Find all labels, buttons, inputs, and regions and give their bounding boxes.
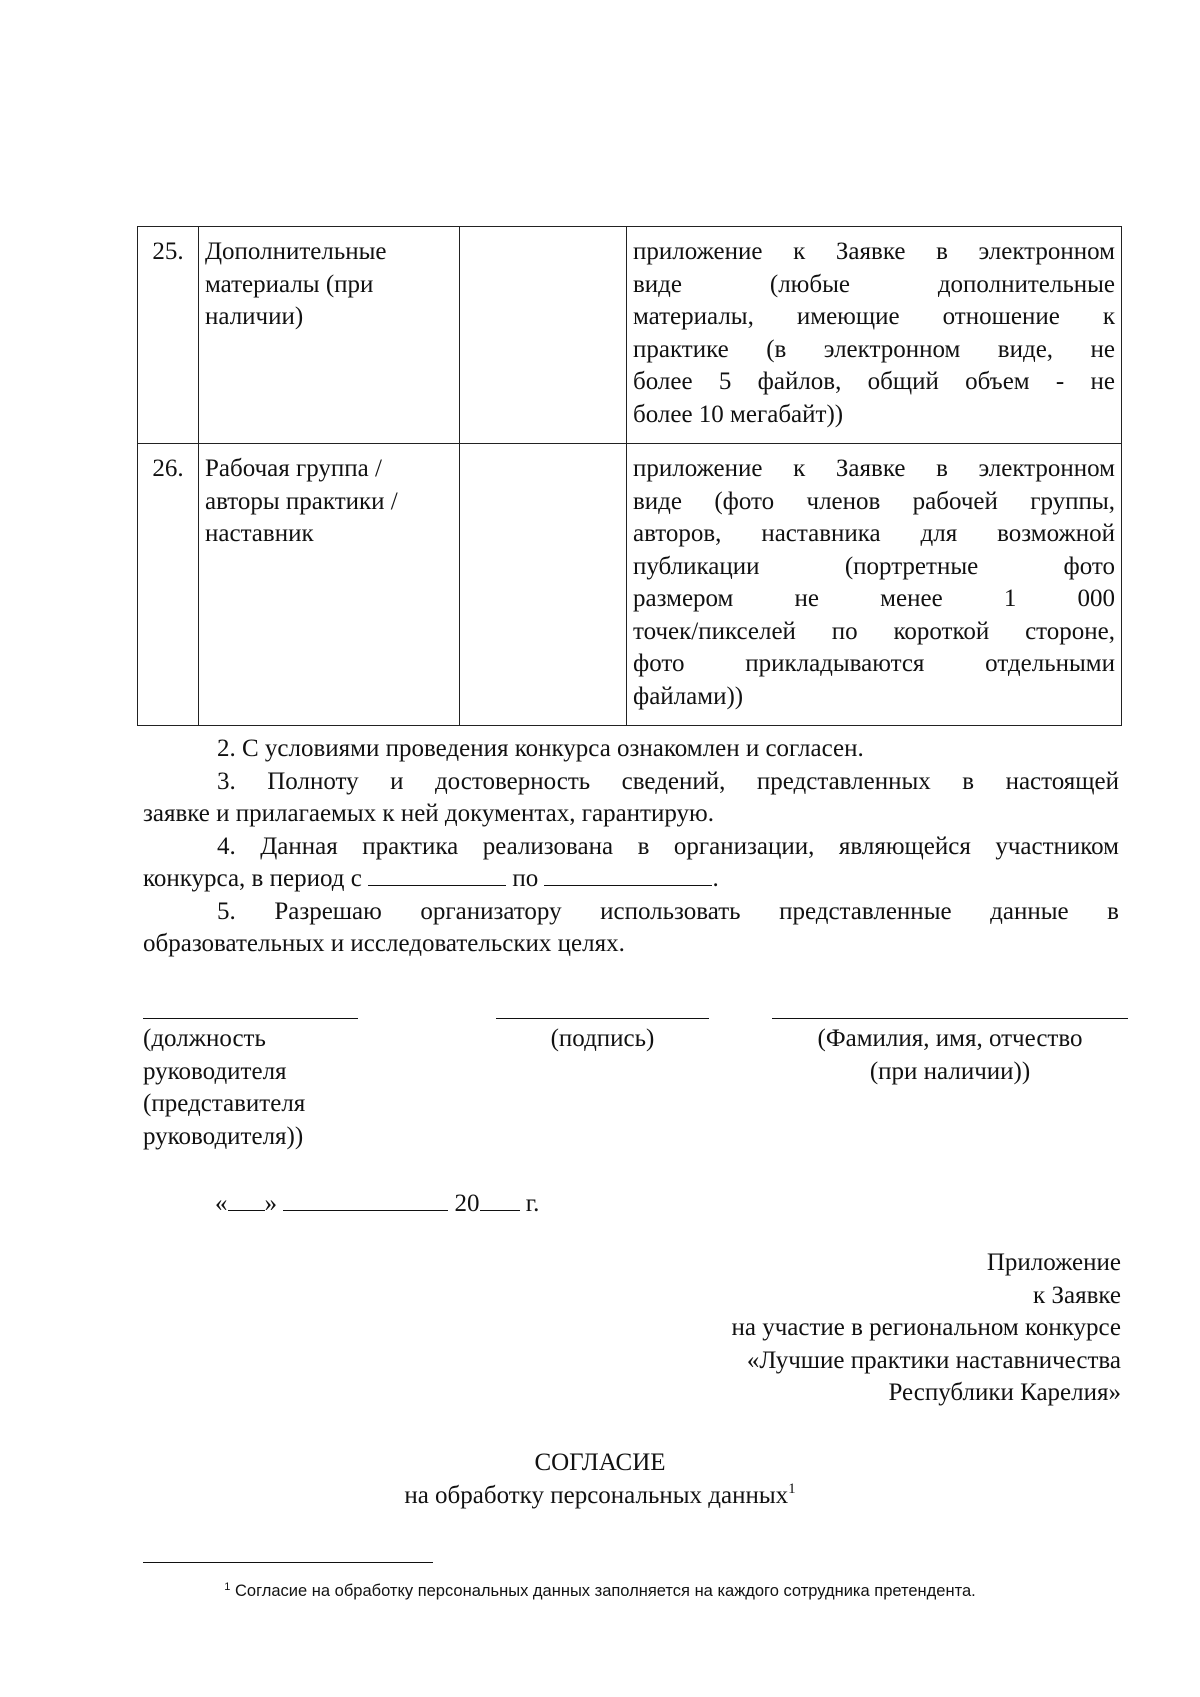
statement-text: по xyxy=(512,865,539,892)
row-field-name xyxy=(199,444,460,726)
appendix-line: «Лучшие практики наставничества xyxy=(746,1346,1121,1374)
description-line: приложение к Заявке в электронном xyxy=(633,455,1115,482)
footnote-text: Согласие на обработку персональных данных заполняется на каждого сотрудника претендента. xyxy=(235,1582,976,1600)
table-row xyxy=(138,444,1122,726)
field-name-line: материалы (при xyxy=(205,270,374,298)
field-name-line: авторы практики / xyxy=(205,487,398,515)
appendix-line: Республики Карелия» xyxy=(888,1379,1121,1406)
fio-caption xyxy=(772,1023,1128,1088)
field-name-line: наставник xyxy=(205,520,314,547)
field-name-line: наличии) xyxy=(205,303,304,330)
appendix-line: к Заявке xyxy=(1033,1281,1121,1309)
field-name-line: Рабочая группа / xyxy=(205,455,382,482)
statement-2 xyxy=(143,733,1119,766)
signature-line[interactable] xyxy=(496,1018,709,1019)
table-row xyxy=(138,227,1122,444)
consent-title: СОГЛАСИЕ xyxy=(534,1449,666,1476)
date-open-quote: « xyxy=(215,1190,228,1217)
caption-line: (Фамилия, имя, отчество xyxy=(817,1025,1083,1052)
period-from-field[interactable] xyxy=(368,863,506,886)
statement-text: конкурса, в период с xyxy=(143,865,362,892)
position-caption xyxy=(143,1023,305,1153)
appendix-line: Приложение xyxy=(986,1249,1121,1276)
statement-4 xyxy=(143,831,1119,896)
footnote xyxy=(0,1580,1200,1602)
caption-line: руководителя xyxy=(143,1057,287,1085)
statement-period-line xyxy=(143,863,1119,896)
row-number: 25. xyxy=(138,227,199,444)
field-name-line: Дополнительные xyxy=(205,238,387,265)
caption-line: руководителя)) xyxy=(143,1122,304,1150)
row-value-cell[interactable] xyxy=(460,444,627,726)
caption-line: (при наличии)) xyxy=(869,1057,1031,1085)
consent-subtitle-text: на обработку персональных данных xyxy=(404,1482,789,1509)
description-line: виде (фото членов рабочей группы, xyxy=(633,487,1115,515)
statement-text: 4. Данная практика реализована в организации, являющейся участником xyxy=(217,832,1119,860)
period-to-field[interactable] xyxy=(544,863,712,886)
description-line: точек/пикселей по короткой стороне, xyxy=(633,617,1115,645)
caption-line: (должность xyxy=(143,1025,266,1052)
statement-text: 3. Полноту и достоверность сведений, представленных в настоящей xyxy=(217,767,1119,795)
description-line: виде (любые дополнительные xyxy=(633,270,1115,298)
caption-line: (представителя xyxy=(143,1090,306,1117)
consent-subtitle xyxy=(0,1480,1200,1513)
application-table xyxy=(137,226,1122,726)
description-line: практике (в электронном виде, не xyxy=(633,335,1115,363)
statement-text: 5. Разрешаю организатору использовать представленные данные в xyxy=(217,897,1119,925)
row-value-cell[interactable] xyxy=(460,227,627,444)
row-number: 26. xyxy=(138,444,199,726)
footnote-separator xyxy=(143,1562,433,1563)
date-close-quote: » xyxy=(264,1190,277,1217)
year-prefix: 20 xyxy=(454,1190,480,1217)
description-line: размером не менее 1 000 xyxy=(633,585,1115,612)
statement-text: заявке и прилагаемых к ней документах, гарантирую. xyxy=(143,800,714,827)
statement-text: 2. С условиями проведения конкурса ознакомлен и согласен. xyxy=(217,735,864,762)
description-line: авторов, наставника для возможной xyxy=(633,520,1115,547)
description-line: публикации (портретные фото xyxy=(633,552,1115,580)
description-line: более 10 мегабайт)) xyxy=(633,400,844,428)
date-line xyxy=(215,1188,539,1221)
row-description xyxy=(627,227,1122,444)
statement-text: образовательных и исследовательских целях. xyxy=(143,930,625,957)
description-line: более 5 файлов, общий объем - не xyxy=(633,368,1115,395)
statement-3 xyxy=(143,766,1119,831)
day-field[interactable] xyxy=(228,1188,265,1211)
appendix-header xyxy=(731,1247,1121,1410)
appendix-line: на участие в региональном конкурсе xyxy=(731,1314,1121,1341)
row-field-name xyxy=(199,227,460,444)
year-suffix: г. xyxy=(525,1190,540,1217)
position-signature-line[interactable] xyxy=(143,1018,358,1019)
month-field[interactable] xyxy=(283,1188,448,1211)
description-line: файлами)) xyxy=(633,682,744,710)
fio-signature-line[interactable] xyxy=(772,1018,1128,1019)
description-line: фото прикладываются отдельными xyxy=(633,650,1115,677)
description-line: материалы, имеющие отношение к xyxy=(633,303,1115,330)
footnote-reference[interactable]: 1 xyxy=(788,1481,796,1497)
year-field[interactable] xyxy=(480,1188,520,1211)
statement-5 xyxy=(143,896,1119,961)
footnote-mark: 1 xyxy=(224,1581,231,1593)
caption-line: (подпись) xyxy=(550,1025,655,1052)
description-line: приложение к Заявке в электронном xyxy=(633,238,1115,265)
row-description xyxy=(627,444,1122,726)
statement-text: . xyxy=(712,865,719,892)
signature-caption xyxy=(496,1023,709,1056)
